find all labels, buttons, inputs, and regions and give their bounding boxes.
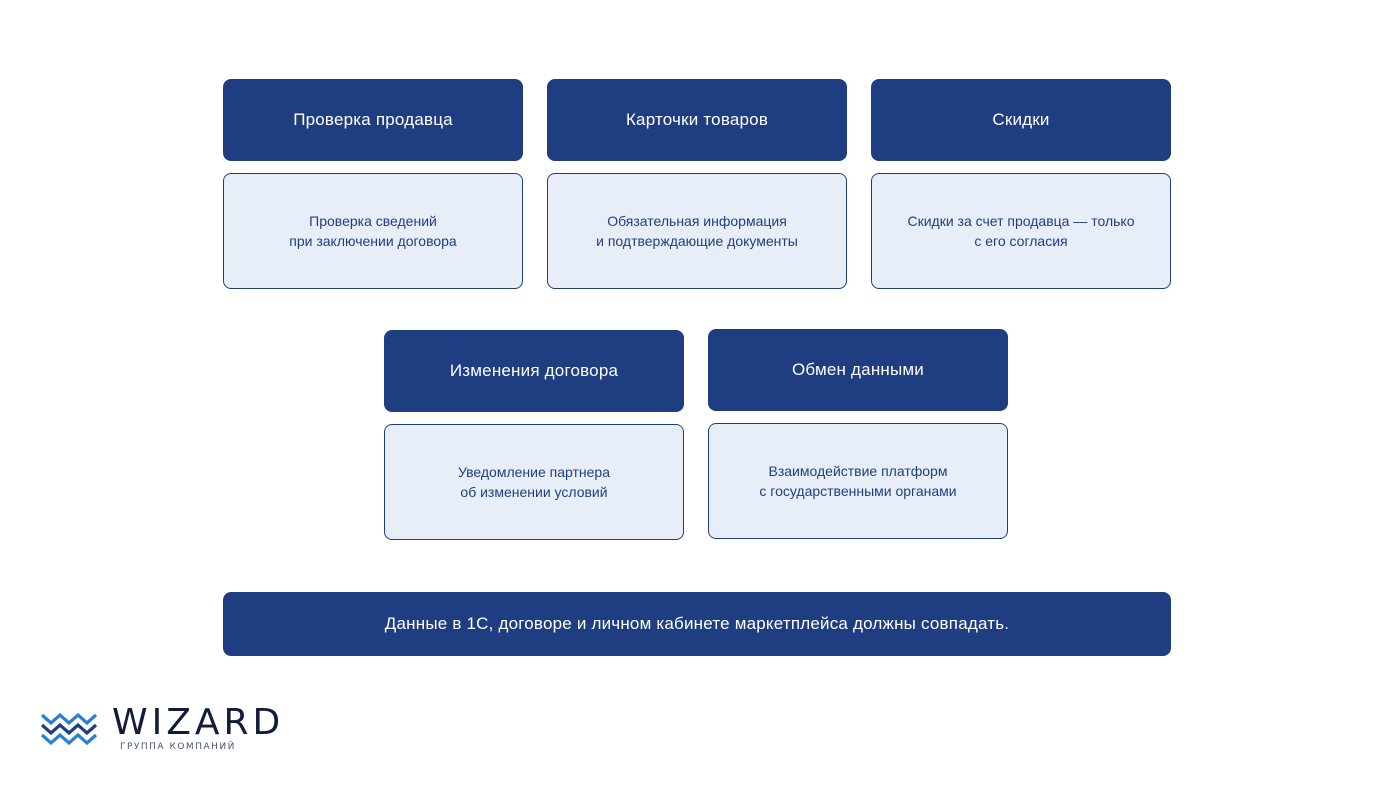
- card-desc-line: с его согласия: [974, 233, 1068, 249]
- card-desc-line: об изменении условий: [460, 484, 608, 500]
- card-title-contract-changes: Изменения договора: [384, 330, 684, 412]
- card-desc-data-exchange: [708, 423, 1008, 539]
- card-desc-line: Скидки за счет продавца — только: [907, 213, 1135, 229]
- card-desc-seller-check: [223, 173, 523, 289]
- card-title-data-exchange: Обмен данными: [708, 329, 1008, 411]
- card-desc-line: Обязательная информация: [607, 213, 787, 229]
- card-desc-contract-changes: [384, 424, 684, 540]
- card-desc-line: с государственными органами: [759, 483, 957, 499]
- card-title-discounts: Скидки: [871, 79, 1171, 161]
- logo-wordmark: WIZARD: [112, 702, 285, 743]
- card-desc-discounts: [871, 173, 1171, 289]
- card-desc-line: при заключении договора: [289, 233, 457, 249]
- card-desc-line: и подтверждающие документы: [596, 233, 798, 249]
- footer-banner: [223, 592, 1171, 656]
- card-desc-line: Проверка сведений: [309, 213, 437, 229]
- card-desc-product-cards: [547, 173, 847, 289]
- card-title-seller-check: Проверка продавца: [223, 79, 523, 161]
- logo-subtitle: ГРУППА КОМПАНИЙ: [120, 742, 236, 752]
- card-desc-line: Взаимодействие платформ: [768, 463, 948, 479]
- footer-banner-text: Данные в 1С, договоре и личном кабинете маркетплейса должны совпадать.: [384, 614, 1010, 633]
- card-title-product-cards: Карточки товаров: [547, 79, 847, 161]
- card-desc-line: Уведомление партнера: [458, 464, 610, 480]
- wave-chevrons-icon: [40, 709, 98, 749]
- company-logo: [40, 702, 340, 758]
